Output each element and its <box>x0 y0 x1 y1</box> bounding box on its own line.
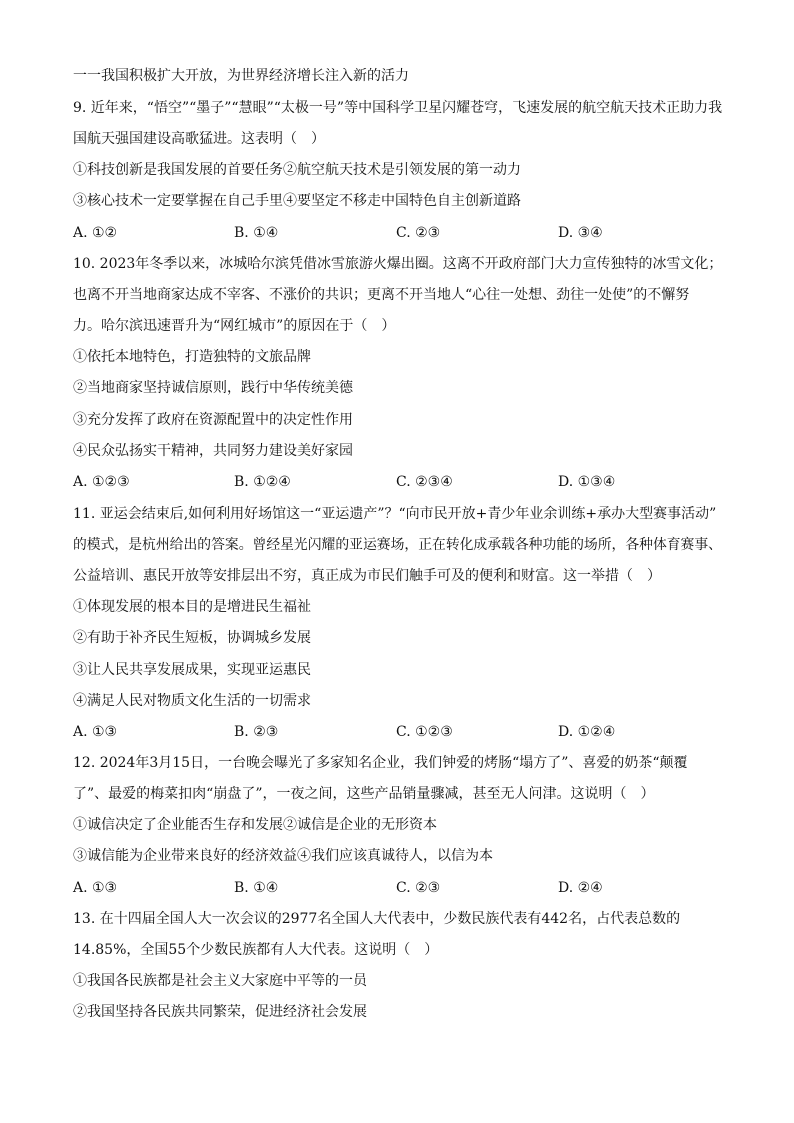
question-9-option-a: A. ①② <box>73 225 118 241</box>
question-12-statement: ③诚信能为企业带来良好的经济效益④我们应该真诚待人，以信为本 <box>73 848 493 864</box>
question-10-statement: ④民众弘扬实干精神，共同努力建设美好家园 <box>73 443 353 459</box>
question-10-stem: 10. 2023年冬季以来，冰城哈尔滨凭借冰雪旅游火爆出圈。这离不开政府部门大力宣传独特的冰雪文化； <box>73 256 723 272</box>
question-12-option-b: B. ①④ <box>234 880 279 896</box>
question-12-option-c: C. ②③ <box>396 880 441 896</box>
question-11-option-b: B. ②③ <box>234 724 279 740</box>
question-9-statement: ①科技创新是我国发展的首要任务②航空航天技术是引领发展的第一动力 <box>73 162 521 178</box>
question-12-statement: ①诚信决定了企业能否生存和发展②诚信是企业的无形资本 <box>73 817 437 833</box>
question-12-stem: 12. 2024年3月15日，一台晚会曝光了多家知名企业，我们钟爱的烤肠“塌方了”、喜爱的奶茶“颠覆 <box>73 755 688 771</box>
question-9-statement: ③核心技术一定要掌握在自己手里④要坚定不移走中国特色自主创新道路 <box>73 193 521 209</box>
question-10-stem: 也离不开当地商家达成不宰客、不涨价的共识；更离不开当地人“心往一处想、劲往一处使”的不懈努 <box>73 287 690 303</box>
question-10-option-a: A. ①②③ <box>73 474 130 490</box>
question-9-option-d: D. ③④ <box>558 225 603 241</box>
text-line: 一一我国积极扩大开放，为世界经济增长注入新的活力 <box>73 68 409 84</box>
question-10-option-d: D. ①③④ <box>558 474 616 490</box>
question-10-option-b: B. ①②④ <box>234 474 291 490</box>
question-11-stem: 的模式，是杭州给出的答案。曾经星光闪耀的亚运赛场，正在转化成承载各种功能的场所，各种体育赛事、 <box>73 537 722 553</box>
question-11-option-d: D. ①②④ <box>558 724 616 740</box>
question-13-statement: ②我国坚持各民族共同繁荣，促进经济社会发展 <box>73 1004 367 1020</box>
question-10-statement: ③充分发挥了政府在资源配置中的决定性作用 <box>73 412 353 428</box>
question-13-stem: 14.85%，全国55个少数民族都有人大代表。这说明（ ） <box>73 942 439 958</box>
question-10-stem: 力。哈尔滨迅速晋升为“网红城市”的原因在于（ ） <box>73 318 396 334</box>
question-11-stem: 公益培训、惠民开放等安排层出不穷，真正成为市民们触手可及的便利和财富。这一举措（ ） <box>73 568 661 584</box>
question-11-statement: ④满足人民对物质文化生活的一切需求 <box>73 693 311 709</box>
question-13-stem: 13. 在十四届全国人大一次会议的2977名全国人大代表中，少数民族代表有442名，占代表总数的 <box>73 911 681 927</box>
question-12-stem: 了”、最爱的梅菜扣肉“崩盘了”，一夜之间，这些产品销量骤减，甚至无人问津。这说明（ ） <box>73 786 655 802</box>
question-11-option-c: C. ①②③ <box>396 724 453 740</box>
question-13-statement: ①我国各民族都是社会主义大家庭中平等的一员 <box>73 973 367 989</box>
question-11-statement: ①体现发展的根本目的是增进民生福祉 <box>73 599 311 615</box>
question-10-option-c: C. ②③④ <box>396 474 453 490</box>
question-9-stem: 国航天强国建设高歌猛进。这表明（ ） <box>73 131 325 147</box>
question-12-option-d: D. ②④ <box>558 880 603 896</box>
question-12-option-a: A. ①③ <box>73 880 118 896</box>
question-10-statement: ②当地商家坚持诚信原则，践行中华传统美德 <box>73 380 353 396</box>
question-9-stem: 9. 近年来，“悟空”“墨子”“慧眼”“太极一号”等中国科学卫星闪耀苍穹，飞速发展的航空航天技术正助力我 <box>73 100 723 116</box>
question-10-statement: ①依托本地特色，打造独特的文旅品牌 <box>73 349 311 365</box>
question-9-option-b: B. ①④ <box>234 225 279 241</box>
question-11-stem: 11. 亚运会结束后,如何利用好场馆这一“亚运遗产”？“向市民开放+青少年业余训练+承办大型赛事活动” <box>73 506 717 522</box>
question-11-statement: ③让人民共享发展成果，实现亚运惠民 <box>73 662 311 678</box>
question-9-option-c: C. ②③ <box>396 225 441 241</box>
question-11-option-a: A. ①③ <box>73 724 118 740</box>
question-11-statement: ②有助于补齐民生短板，协调城乡发展 <box>73 630 311 646</box>
